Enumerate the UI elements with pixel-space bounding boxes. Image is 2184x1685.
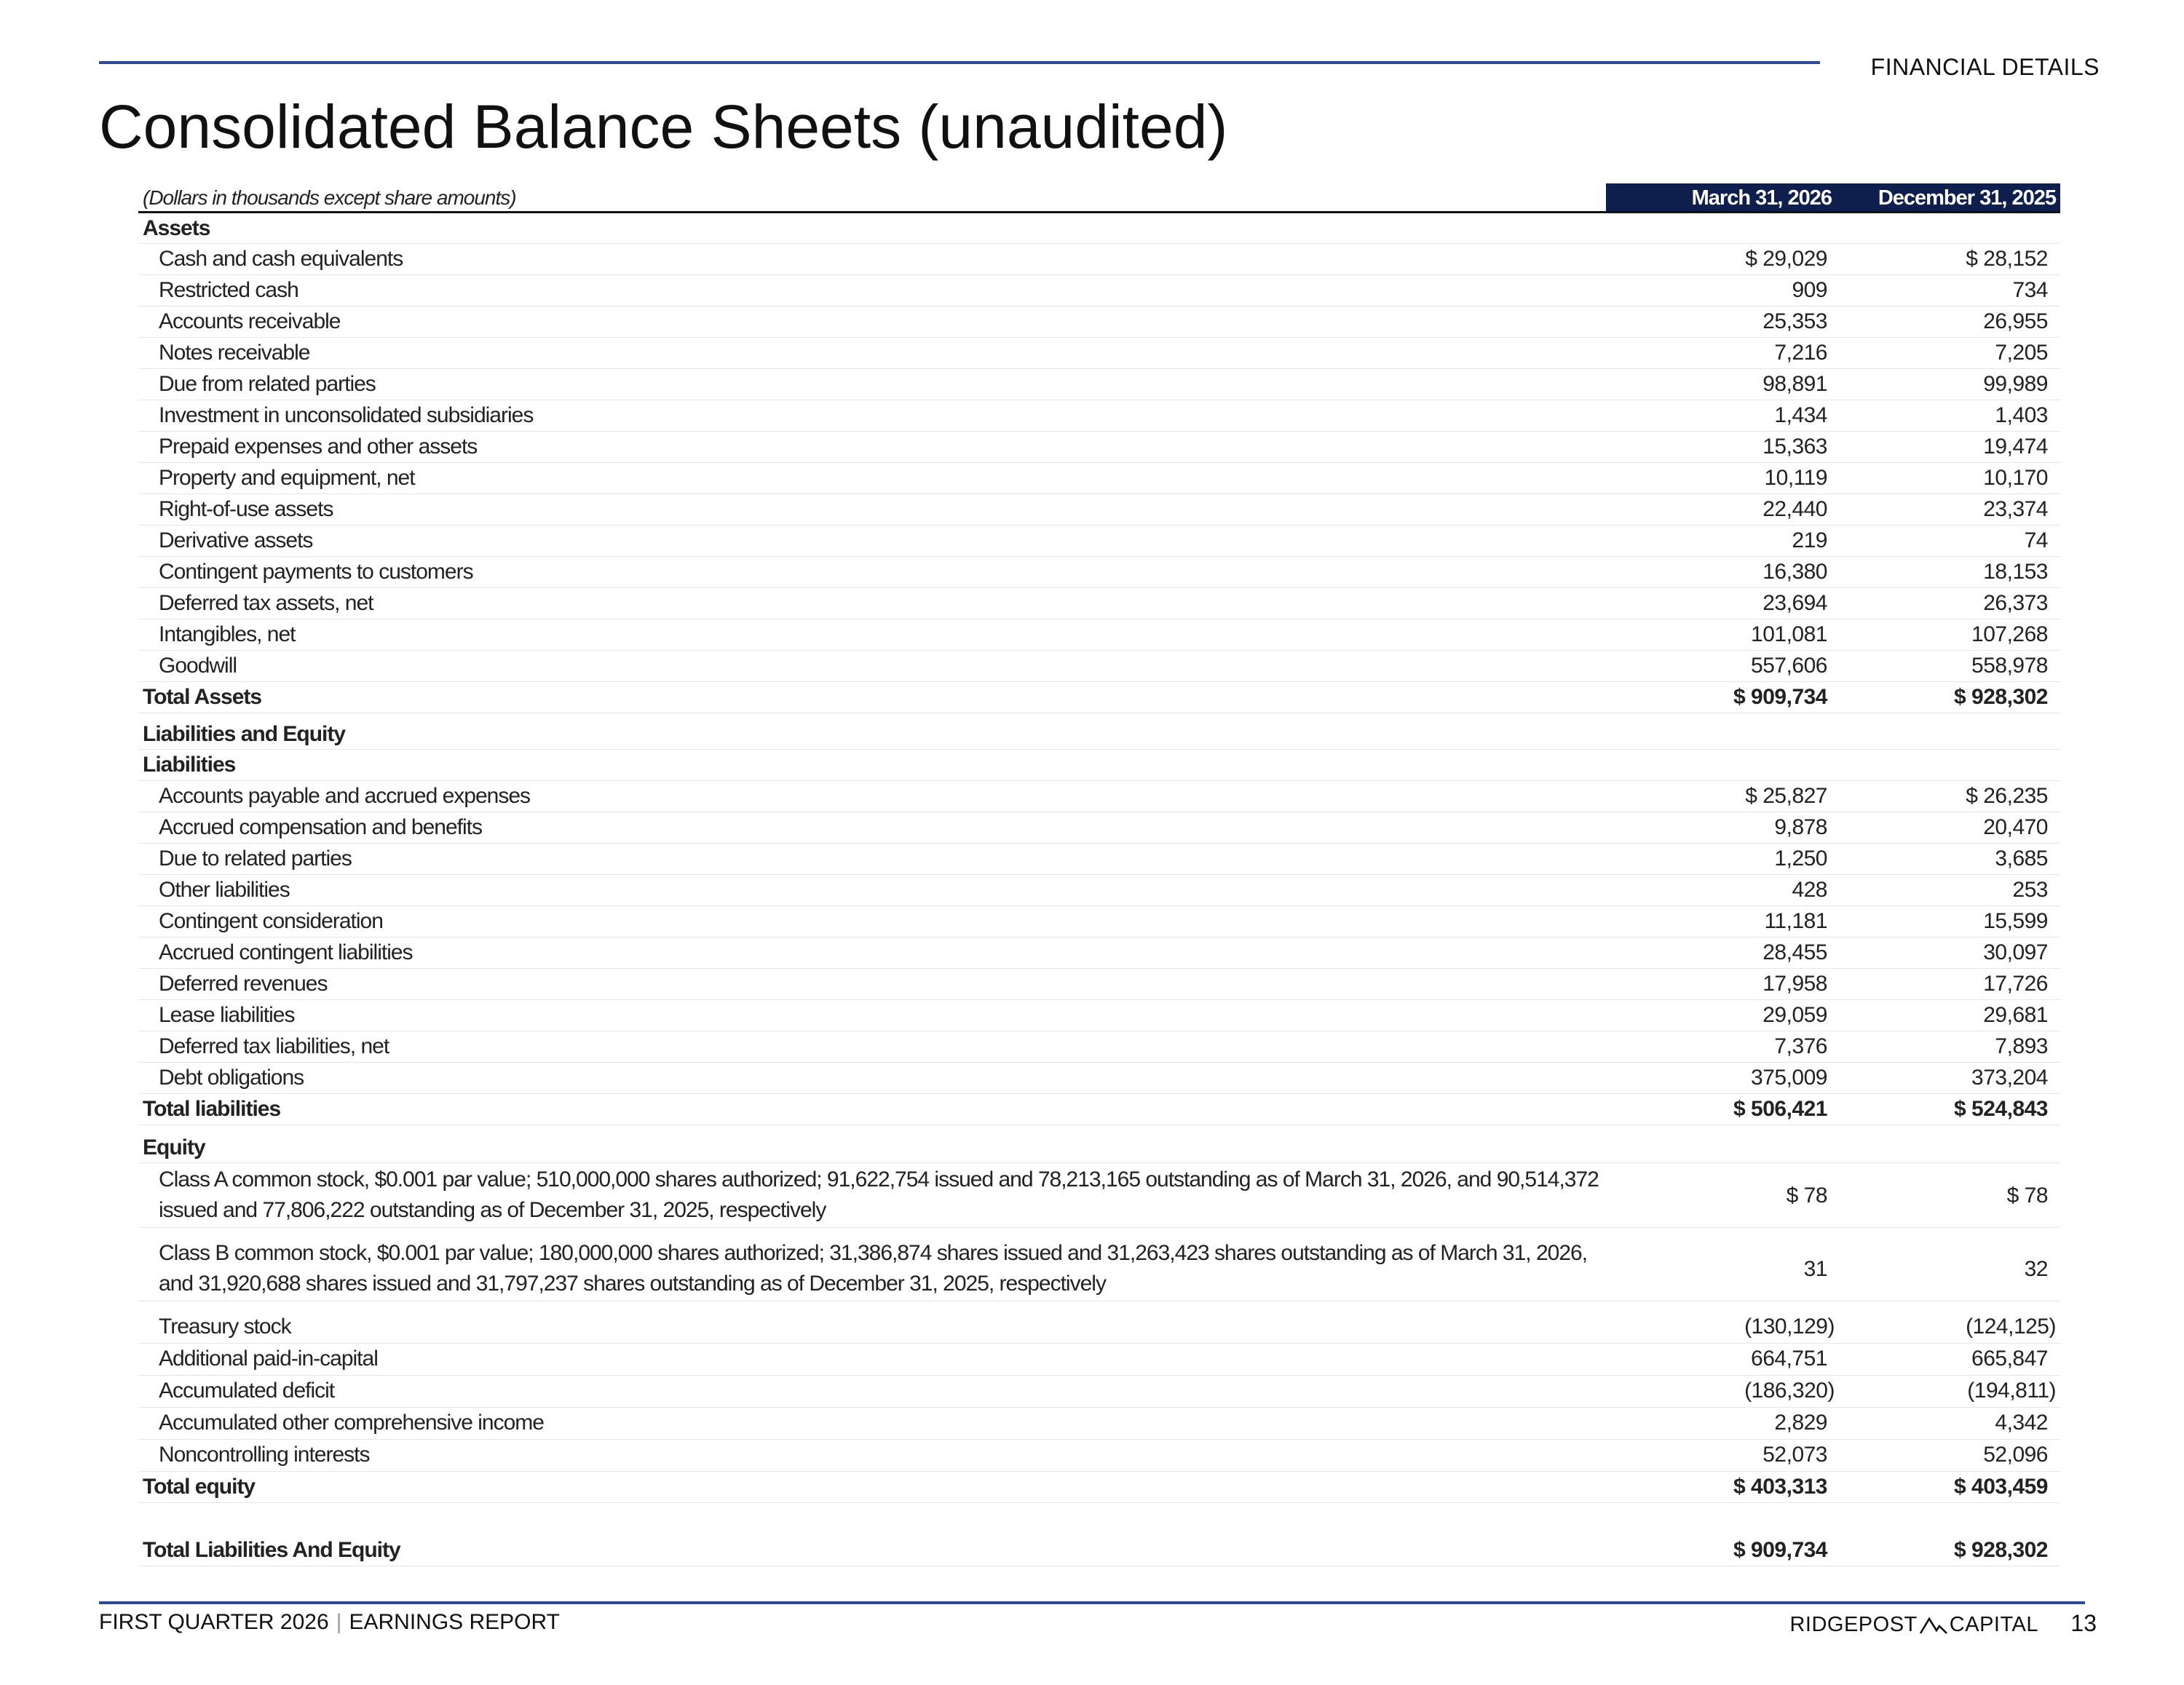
table-row — [138, 244, 2060, 275]
value-mar-2026: 664,751 — [1751, 1347, 1827, 1371]
row-label: Due to related parties — [159, 847, 352, 871]
section-label: FINANCIAL DETAILS — [1870, 54, 2100, 80]
value-mar-2026: 11,181 — [1764, 909, 1827, 933]
table-row — [138, 1031, 2060, 1063]
value-dec-2025: 18,153 — [1983, 560, 2048, 584]
value-dec-2025: $ 78 — [2006, 1184, 2048, 1208]
value-mar-2026: 375,009 — [1751, 1066, 1827, 1090]
row-label: Contingent payments to customers — [159, 560, 473, 584]
value-dec-2025: 7,893 — [1995, 1034, 2048, 1058]
table-row-class-a — [138, 1163, 2060, 1228]
row-label: Total Assets — [143, 685, 262, 709]
value-mar-2026: $ 403,313 — [1733, 1475, 1827, 1499]
table-row — [138, 369, 2060, 400]
value-mar-2026: $ 909,734 — [1733, 685, 1827, 709]
value-mar-2026: 17,958 — [1762, 972, 1827, 996]
value-dec-2025: 26,955 — [1983, 309, 2048, 333]
value-mar-2026: $ 29,029 — [1745, 247, 1827, 271]
value-mar-2026: $ 25,827 — [1745, 784, 1827, 808]
value-dec-2025: 19,474 — [1983, 435, 2048, 459]
row-label: Notes receivable — [159, 341, 310, 365]
value-dec-2025: 15,599 — [1983, 909, 2048, 933]
row-label: Class A common stock, $0.001 par value; 510,000,000 shares authorized; 91,622,754 issued and 78,213,165 outstanding as of March 31, 2026, and 90,514,372 issued and 77,806,222 outstanding as of December 31, 2025, respectively — [159, 1167, 1599, 1222]
row-label: Deferred tax assets, net — [159, 591, 373, 615]
table-row — [138, 906, 2060, 937]
value-mar-2026: 31 — [1803, 1257, 1827, 1281]
table-body — [138, 213, 2060, 1566]
row-label: Deferred revenues — [159, 972, 328, 996]
value-dec-2025: $ 928,302 — [1954, 1538, 2048, 1562]
value-mar-2026: (186,320) — [1744, 1379, 1835, 1403]
value-dec-2025: 734 — [2012, 278, 2048, 302]
value-dec-2025: (194,811) — [1967, 1379, 2056, 1403]
value-dec-2025: $ 26,235 — [1966, 784, 2048, 808]
row-label: Goodwill — [159, 654, 237, 678]
value-mar-2026: 909 — [1792, 278, 1827, 302]
column-header-mar-2026: March 31, 2026 — [1691, 186, 1832, 210]
value-mar-2026: 7,376 — [1774, 1034, 1827, 1058]
table-row — [138, 1344, 2060, 1376]
footer-report-type: EARNINGS REPORT — [349, 1610, 560, 1634]
row-label: Contingent consideration — [159, 909, 383, 933]
table-row — [138, 1312, 2060, 1344]
value-dec-2025: 253 — [2012, 878, 2048, 902]
row-label: Property and equipment, net — [159, 466, 415, 490]
table-row — [138, 969, 2060, 1000]
row-label: Class B common stock, $0.001 par value; 180,000,000 shares authorized; 31,386,874 shares issued and 31,263,423 shares outstanding as of March 31, 2026, and 31,920,688 shares issued and 31,797,237 shares outstanding as of December 31, 2025, respectively — [159, 1241, 1588, 1296]
value-mar-2026: 22,440 — [1762, 497, 1827, 521]
brand-name-second: CAPITAL — [1949, 1613, 2038, 1636]
value-dec-2025: $ 928,302 — [1954, 685, 2048, 709]
row-label: Treasury stock — [159, 1315, 291, 1339]
row-label: Right-of-use assets — [159, 497, 333, 521]
value-dec-2025: 30,097 — [1983, 940, 2048, 964]
value-dec-2025: (124,125) — [1966, 1315, 2056, 1339]
value-dec-2025: 32 — [2024, 1257, 2048, 1281]
page-number: 13 — [2070, 1610, 2097, 1636]
table-row-class-b — [138, 1237, 2060, 1301]
value-mar-2026: 1,250 — [1774, 847, 1827, 871]
value-dec-2025: 29,681 — [1983, 1003, 2048, 1027]
total-row-liabilities — [138, 1094, 2060, 1125]
total-row-equity — [138, 1472, 2060, 1503]
value-dec-2025: $ 28,152 — [1966, 247, 2048, 271]
value-dec-2025: 7,205 — [1995, 341, 2048, 365]
row-label: Total equity — [143, 1475, 256, 1499]
row-label: Accounts payable and accrued expenses — [159, 784, 531, 808]
value-mar-2026: 25,353 — [1762, 309, 1827, 333]
value-mar-2026: 101,081 — [1751, 622, 1827, 646]
value-mar-2026: $ 506,421 — [1733, 1097, 1827, 1121]
value-dec-2025: 26,373 — [1983, 591, 2048, 615]
value-mar-2026: 7,216 — [1774, 341, 1827, 365]
value-mar-2026: 23,694 — [1762, 591, 1827, 615]
table-row — [138, 400, 2060, 432]
footer-quarter: FIRST QUARTER 2026 — [99, 1610, 329, 1634]
table-row — [138, 1376, 2060, 1408]
value-dec-2025: 107,268 — [1971, 622, 2048, 646]
row-label: Lease liabilities — [159, 1003, 295, 1027]
row-label: Accrued contingent liabilities — [159, 940, 413, 964]
table-row — [138, 1063, 2060, 1094]
row-label: Restricted cash — [159, 278, 298, 302]
value-mar-2026: 1,434 — [1774, 403, 1827, 427]
footer-report-label — [99, 1610, 560, 1635]
row-label: Total liabilities — [143, 1097, 281, 1121]
table-row — [138, 275, 2060, 306]
row-label: Deferred tax liabilities, net — [159, 1034, 389, 1058]
row-label: Additional paid-in-capital — [159, 1347, 378, 1371]
page-title: Consolidated Balance Sheets (unaudited) — [99, 92, 1228, 161]
table-row — [138, 1408, 2060, 1440]
value-dec-2025: $ 524,843 — [1954, 1097, 2048, 1121]
row-label: Intangibles, net — [159, 622, 296, 646]
row-label: Liabilities — [143, 753, 236, 777]
balance-sheet-table — [138, 183, 2060, 1566]
footer-separator: | — [336, 1610, 342, 1634]
value-mar-2026: (130,129) — [1744, 1315, 1835, 1339]
value-dec-2025: 558,978 — [1971, 654, 2048, 678]
value-mar-2026: 29,059 — [1762, 1003, 1827, 1027]
value-dec-2025: 23,374 — [1983, 497, 2048, 521]
row-label: Debt obligations — [159, 1066, 304, 1090]
value-dec-2025: 10,170 — [1983, 466, 2048, 490]
table-row — [138, 875, 2060, 906]
total-row-liabilities-equity — [138, 1535, 2060, 1566]
value-dec-2025: 20,470 — [1983, 815, 2048, 839]
row-label: Accounts receivable — [159, 309, 341, 333]
table-row — [138, 812, 2060, 844]
row-label: Assets — [143, 216, 210, 240]
table-row — [138, 1440, 2060, 1472]
row-label: Equity — [143, 1135, 205, 1159]
brand-name-first: RIDGEPOST — [1789, 1613, 1918, 1636]
value-mar-2026: 98,891 — [1762, 372, 1827, 396]
table-row — [138, 432, 2060, 463]
table-row — [138, 937, 2060, 969]
row-label: Due from related parties — [159, 372, 376, 396]
value-dec-2025: 1,403 — [1995, 403, 2048, 427]
row-label: Liabilities and Equity — [143, 722, 346, 746]
section-heading-assets — [138, 213, 2060, 244]
row-label: Prepaid expenses and other assets — [159, 435, 478, 459]
value-mar-2026: 428 — [1792, 878, 1827, 902]
total-row-assets — [138, 682, 2060, 713]
value-dec-2025: 99,989 — [1983, 372, 2048, 396]
peak-icon — [1919, 1616, 1948, 1635]
value-mar-2026: 557,606 — [1751, 654, 1827, 678]
value-mar-2026: 2,829 — [1774, 1411, 1827, 1435]
value-mar-2026: $ 909,734 — [1733, 1538, 1827, 1562]
value-mar-2026: 16,380 — [1762, 560, 1827, 584]
table-row — [138, 1000, 2060, 1031]
section-heading-equity — [138, 1133, 2060, 1163]
row-label: Accumulated deficit — [159, 1379, 335, 1403]
table-row — [138, 306, 2060, 338]
row-label: Total Liabilities And Equity — [143, 1538, 400, 1562]
value-mar-2026: 15,363 — [1762, 435, 1827, 459]
value-mar-2026: 219 — [1792, 528, 1827, 552]
table-row — [138, 651, 2060, 682]
table-row — [138, 494, 2060, 526]
row-label: Investment in unconsolidated subsidiaries — [159, 403, 534, 427]
value-mar-2026: $ 78 — [1786, 1184, 1827, 1208]
table-caption: (Dollars in thousands except share amounts) — [143, 186, 516, 209]
table-row — [138, 463, 2060, 494]
value-dec-2025: 52,096 — [1983, 1443, 2048, 1467]
section-heading-liabilities — [138, 750, 2060, 781]
brand-logo — [1789, 1613, 2038, 1637]
section-heading-liabilities-equity — [138, 719, 2060, 750]
row-label: Noncontrolling interests — [159, 1443, 370, 1467]
value-dec-2025: 665,847 — [1971, 1347, 2048, 1371]
table-row — [138, 338, 2060, 369]
table-row — [138, 526, 2060, 557]
value-mar-2026: 28,455 — [1762, 940, 1827, 964]
value-mar-2026: 10,119 — [1764, 466, 1827, 490]
table-row — [138, 844, 2060, 875]
value-mar-2026: 9,878 — [1774, 815, 1827, 839]
top-rule — [99, 61, 1820, 64]
row-label: Other liabilities — [159, 878, 290, 902]
row-label: Accrued compensation and benefits — [159, 815, 482, 839]
row-label: Derivative assets — [159, 528, 313, 552]
value-dec-2025: 373,204 — [1971, 1066, 2048, 1090]
value-mar-2026: 52,073 — [1762, 1443, 1827, 1467]
table-header — [138, 183, 2060, 213]
row-label: Accumulated other comprehensive income — [159, 1411, 544, 1435]
value-dec-2025: $ 403,459 — [1954, 1475, 2048, 1499]
table-row — [138, 557, 2060, 588]
value-dec-2025: 74 — [2024, 528, 2048, 552]
row-label: Cash and cash equivalents — [159, 247, 403, 271]
value-dec-2025: 4,342 — [1995, 1411, 2048, 1435]
table-row — [138, 588, 2060, 619]
bottom-rule — [99, 1601, 2085, 1604]
table-row — [138, 781, 2060, 812]
table-row — [138, 619, 2060, 651]
value-dec-2025: 3,685 — [1995, 847, 2048, 871]
value-dec-2025: 17,726 — [1983, 972, 2048, 996]
column-header-dec-2025: December 31, 2025 — [1878, 186, 2056, 210]
